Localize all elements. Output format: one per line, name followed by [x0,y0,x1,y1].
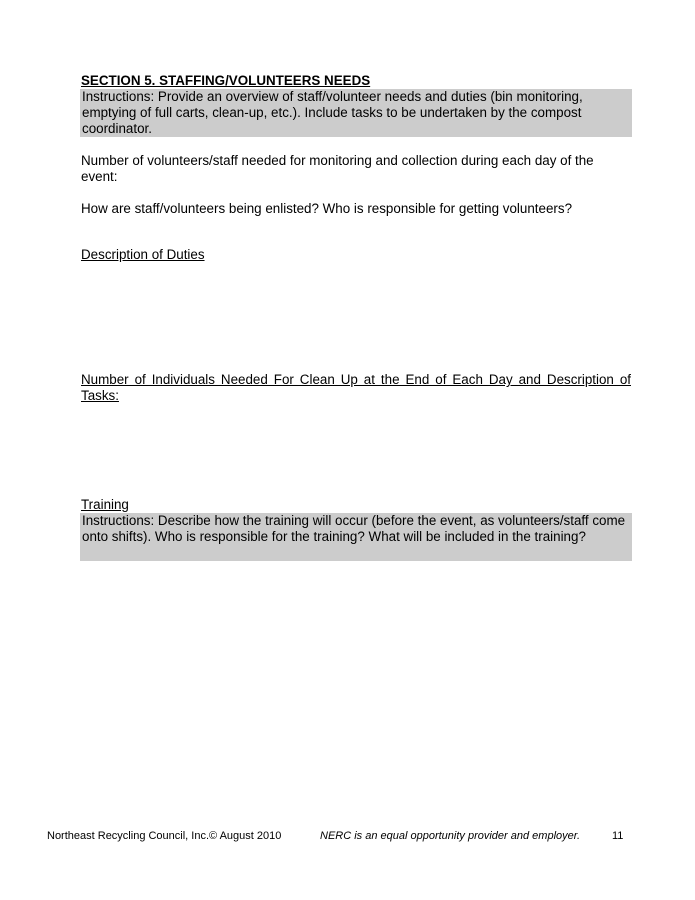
page-number: 11 [612,830,624,842]
clean-up-heading: Number of Individuals Needed For Clean Up at the End of Each Day and Description of Tasks: [81,372,631,403]
volunteers-needed-question: Number of volunteers/staff needed for monitoring and collection during each day of the event: [81,153,594,184]
footer-org: Northeast Recycling Council, Inc.© August 2010 [47,830,282,842]
footer-statement: NERC is an equal opportunity provider and employer. [320,830,581,842]
section-title: SECTION 5. STAFFING/VOLUNTEERS NEEDS [81,73,371,88]
section-instructions: Instructions: Provide an overview of staff/volunteer needs and duties (bin monitoring, emptying of full carts, clean-up, etc.). Include tasks to be undertaken by the compost coordinator. [80,89,632,137]
description-of-duties-heading: Description of Duties [81,247,205,262]
training-instructions: Instructions: Describe how the training will occur (before the event, as volunteers/staff come onto shifts). Who is responsible for the training? What will be included in the training? [80,513,632,561]
enlistment-question: How are staff/volunteers being enlisted? Who is responsible for getting volunteers? [81,201,573,216]
training-heading: Training [81,497,129,512]
